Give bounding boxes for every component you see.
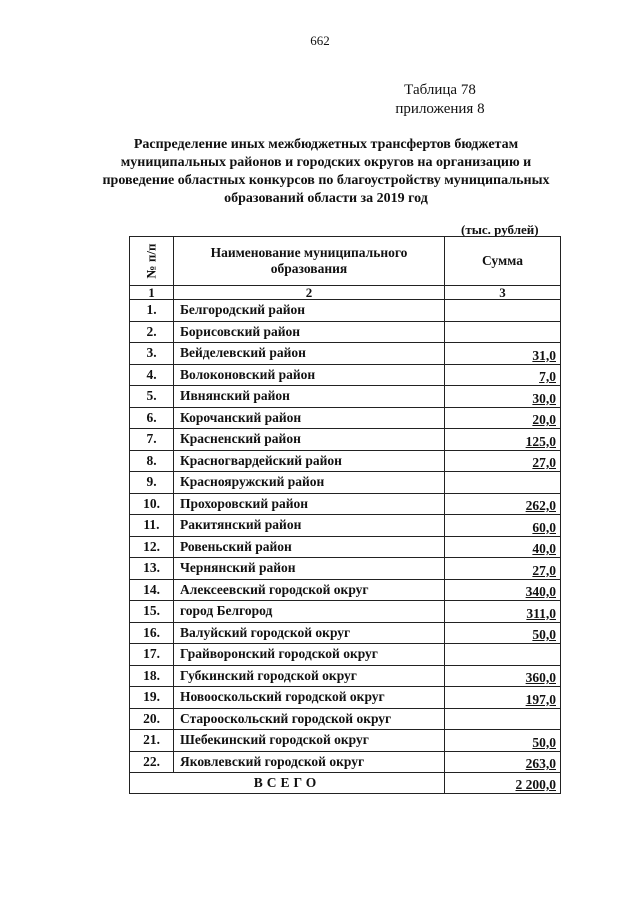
page-number: 662 <box>310 33 330 48</box>
amount-cell <box>445 558 561 580</box>
amount-cell <box>445 622 561 644</box>
amount-cell <box>445 343 561 365</box>
column-number-2: 2 <box>174 286 445 300</box>
municipality-name: Ракитянский район <box>174 515 445 537</box>
header-name: Наименование муниципального образования <box>174 237 445 286</box>
amount-value: 262,0 <box>525 498 556 513</box>
municipality-name: Новооскольский городской округ <box>174 687 445 709</box>
amount-cell <box>445 300 561 322</box>
total-sum <box>445 773 561 794</box>
table-row <box>130 321 561 343</box>
total-sum-value: 2 200,0 <box>515 777 556 792</box>
amount-value: 197,0 <box>525 691 556 707</box>
row-number: 3. <box>130 343 174 365</box>
amount-cell <box>445 321 561 343</box>
amount-cell <box>445 364 561 386</box>
amount-cell <box>445 579 561 601</box>
municipality-name: Волоконовский район <box>174 364 445 386</box>
amount-value: 27,0 <box>532 455 556 470</box>
column-number-1: 1 <box>130 286 174 300</box>
table-row <box>130 493 561 515</box>
amount-cell <box>445 644 561 666</box>
amount-value: 50,0 <box>532 627 556 642</box>
amount-value: 340,0 <box>525 584 556 599</box>
budget-table <box>129 236 561 794</box>
table-ref-line1: Таблица 78 <box>404 82 476 98</box>
table-row <box>130 558 561 580</box>
table-row <box>130 386 561 408</box>
municipality-name: Алексеевский городской округ <box>174 579 445 601</box>
amount-cell <box>445 450 561 472</box>
table-row <box>130 644 561 666</box>
row-number: 14. <box>130 579 174 601</box>
municipality-name: Яковлевский городской округ <box>174 751 445 773</box>
municipality-name: Грайворонский городской округ <box>174 644 445 666</box>
amount-value: 31,0 <box>532 347 556 363</box>
amount-cell <box>445 665 561 687</box>
units-label: (тыс. рублей) <box>461 222 539 237</box>
amount-cell <box>445 472 561 494</box>
amount-value: 360,0 <box>525 670 556 685</box>
amount-value: 50,0 <box>532 734 556 750</box>
row-number: 18. <box>130 665 174 687</box>
municipality-name: Прохоровский район <box>174 493 445 515</box>
total-label: ВСЕГО <box>130 773 445 794</box>
amount-value: 7,0 <box>539 369 556 384</box>
row-number: 13. <box>130 558 174 580</box>
municipality-name: Красногвардейский район <box>174 450 445 472</box>
table-row <box>130 343 561 365</box>
row-number: 16. <box>130 622 174 644</box>
municipality-name: Борисовский район <box>174 321 445 343</box>
table-row <box>130 579 561 601</box>
table-row <box>130 687 561 709</box>
amount-cell <box>445 515 561 537</box>
table-row <box>130 429 561 451</box>
table-row <box>130 472 561 494</box>
municipality-name: Ровеньский район <box>174 536 445 558</box>
amount-value: 40,0 <box>532 541 556 556</box>
table-row <box>130 515 561 537</box>
row-number: 1. <box>130 300 174 322</box>
municipality-name: Ивнянский район <box>174 386 445 408</box>
amount-value: 27,0 <box>532 562 556 578</box>
table-header-row <box>130 237 561 286</box>
row-number: 2. <box>130 321 174 343</box>
amount-cell <box>445 730 561 752</box>
municipality-name: город Белгород <box>174 601 445 623</box>
amount-value: 20,0 <box>532 412 556 427</box>
row-number: 9. <box>130 472 174 494</box>
table-row <box>130 300 561 322</box>
municipality-name: Валуйский городской округ <box>174 622 445 644</box>
municipality-name: Шебекинский городской округ <box>174 730 445 752</box>
header-num-label: № п/п <box>143 243 159 279</box>
municipality-name: Вейделевский район <box>174 343 445 365</box>
amount-cell <box>445 687 561 709</box>
row-number: 7. <box>130 429 174 451</box>
municipality-name: Губкинский городской округ <box>174 665 445 687</box>
table-ref-line2: приложения 8 <box>395 101 485 117</box>
municipality-name: Старооскольский городской округ <box>174 708 445 730</box>
header-num <box>130 237 174 286</box>
table-row <box>130 708 561 730</box>
amount-cell <box>445 708 561 730</box>
row-number: 17. <box>130 644 174 666</box>
document-title: Распределение иных межбюджетных трансфертов бюджетам муниципальных районов и городских округов на организацию и проведение областных конкурсов по благоустройству муниципальных образований области за 2019 год <box>102 137 550 206</box>
municipality-name: Краснояружский район <box>174 472 445 494</box>
amount-cell <box>445 386 561 408</box>
municipality-name: Корочанский район <box>174 407 445 429</box>
municipality-name: Белгородский район <box>174 300 445 322</box>
table-row <box>130 601 561 623</box>
row-number: 12. <box>130 536 174 558</box>
table-row <box>130 730 561 752</box>
row-number: 8. <box>130 450 174 472</box>
table-row <box>130 665 561 687</box>
table-row <box>130 751 561 773</box>
table-row <box>130 622 561 644</box>
row-number: 20. <box>130 708 174 730</box>
row-number: 11. <box>130 515 174 537</box>
amount-value: 60,0 <box>532 519 556 535</box>
amount-value: 125,0 <box>525 433 556 449</box>
row-number: 19. <box>130 687 174 709</box>
amount-value: 263,0 <box>525 756 556 771</box>
total-row <box>130 773 561 794</box>
row-number: 15. <box>130 601 174 623</box>
amount-cell <box>445 407 561 429</box>
header-sum: Сумма <box>445 237 561 286</box>
table-row <box>130 364 561 386</box>
municipality-name: Чернянский район <box>174 558 445 580</box>
amount-cell <box>445 601 561 623</box>
table-row <box>130 407 561 429</box>
table-row <box>130 536 561 558</box>
column-numbers-row <box>130 286 561 300</box>
row-number: 10. <box>130 493 174 515</box>
row-number: 4. <box>130 364 174 386</box>
row-number: 5. <box>130 386 174 408</box>
row-number: 22. <box>130 751 174 773</box>
table-row <box>130 450 561 472</box>
amount-value: 311,0 <box>526 605 556 621</box>
amount-cell <box>445 493 561 515</box>
row-number: 6. <box>130 407 174 429</box>
amount-cell <box>445 536 561 558</box>
amount-value: 30,0 <box>532 390 556 406</box>
amount-cell <box>445 429 561 451</box>
municipality-name: Красненский район <box>174 429 445 451</box>
row-number: 21. <box>130 730 174 752</box>
amount-cell <box>445 751 561 773</box>
column-number-3: 3 <box>445 286 561 300</box>
